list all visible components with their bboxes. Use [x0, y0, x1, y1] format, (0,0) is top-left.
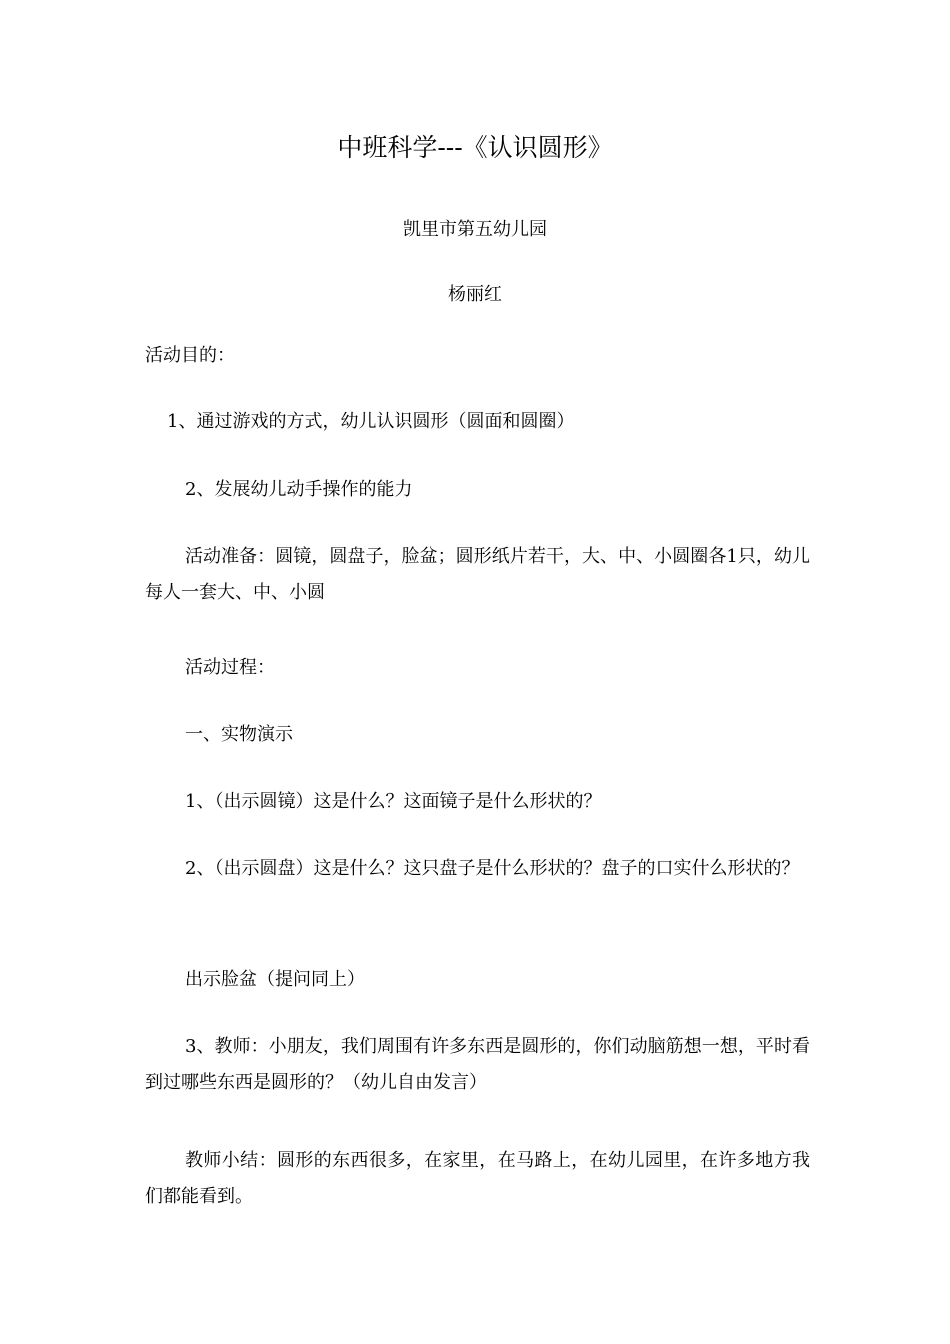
objective-item: 1、通过游戏的方式，幼儿认识圆形（圆面和圆圈）: [167, 411, 575, 432]
section-heading-objectives: 活动目的：: [145, 345, 235, 366]
process-note: 出示脸盆（提问同上）: [185, 969, 365, 990]
process-step: 2、（出示圆盘）这是什么？这只盘子是什么形状的？盘子的口实什么形状的？: [185, 858, 800, 879]
preparation-paragraph: 活动准备：圆镜，圆盘子，脸盆；圆形纸片若干，大、中、小圆圈各1只，幼儿每人一套大、中、小圆: [145, 546, 810, 603]
author-name: 杨丽红: [448, 284, 502, 305]
school-name: 凯里市第五幼儿园: [403, 219, 547, 240]
document-title: 中班科学---《认识圆形》: [337, 133, 613, 162]
process-step: 1、（出示圆镜）这是什么？这面镜子是什么形状的？: [185, 791, 602, 812]
section-heading-process: 活动过程：: [185, 657, 275, 678]
objective-item: 2、发展幼儿动手操作的能力: [185, 479, 413, 500]
process-step: 3、教师：小朋友，我们周围有许多东西是圆形的，你们动脑筋想一想，平时看到过哪些东西是圆形的？（幼儿自由发言）: [145, 1036, 810, 1093]
teacher-summary: 教师小结：圆形的东西很多，在家里，在马路上，在幼儿园里，在许多地方我们都能看到。: [145, 1150, 810, 1207]
subsection-heading: 一、实物演示: [185, 724, 293, 745]
